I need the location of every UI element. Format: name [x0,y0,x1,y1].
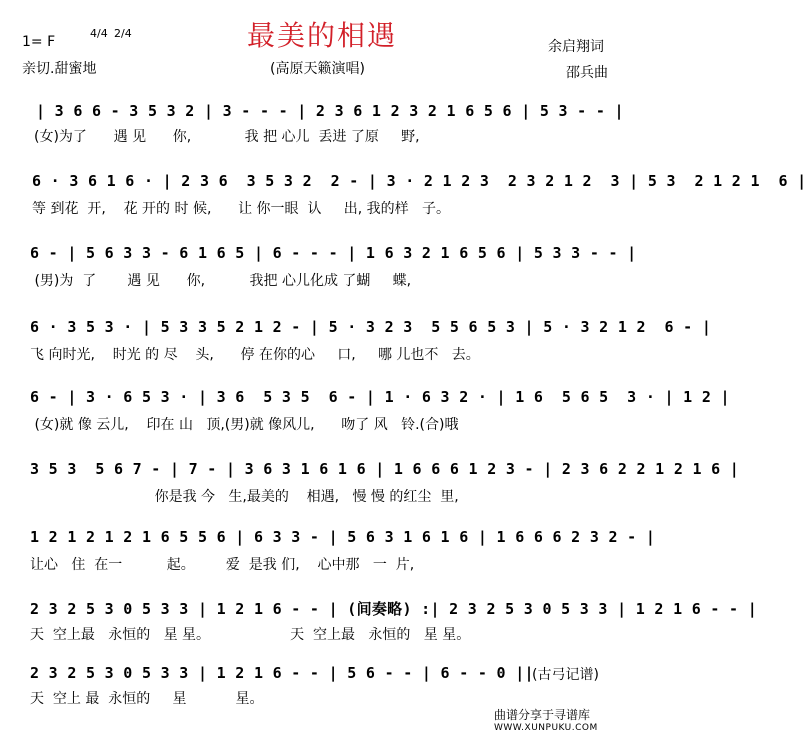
notation-row: 3 5 3 5 6 7 - | 7 - | 3 6 3 1 6 1 6 | 1 6 6 6 1 2 3 - | 2 3 6 2 2 1 2 1 6 | [30,460,740,478]
performer: (高原天籁演唱) [270,61,365,77]
key-signature: 1= F [22,34,56,50]
lyric-row: (女)就 像 云儿, 印在 山 顶,(男)就 像风儿, 吻了 风 铃.(合)哦 [30,417,459,433]
notation-row: 2 3 2 5 3 0 5 3 3 | 1 2 1 6 - - | (间奏略) :| 2 3 2 5 3 0 5 3 3 | 1 2 1 6 - - | [30,600,758,618]
footer-site: WWW.XUNPUKU.COM [494,723,598,733]
time-signature-4-4: 4/4 [90,27,108,40]
notation-row: 6 · 3 6 1 6 · | 2 3 6 3 5 3 2 2 - | 3 · 2 1 2 3 2 3 2 1 2 3 | 5 3 2 1 2 1 6 | [32,172,806,190]
footer-text: 曲谱分享于寻谱库 [494,708,591,722]
lyric-row: 天 空上 最 永恒的 星 星。 [30,691,264,707]
composer: 邵兵曲 [566,65,608,81]
lyricist: 余启翔词 [548,39,604,55]
lyric-row: (女)为了 遇 见 你, 我 把 心儿 丢进 了原 野, [34,129,420,145]
song-title: 最美的相遇 [246,19,397,52]
expression-marking: 亲切.甜蜜地 [22,61,97,77]
footer-credit [472,706,632,733]
notation-row: 6 - | 5 6 3 3 - 6 1 6 5 | 6 - - - | 1 6 3 2 1 6 5 6 | 5 3 3 - - | [30,244,637,262]
lyric-row: 你是我 今 生,最美的 相遇, 慢 慢 的红尘 里, [30,489,459,505]
notation-row: 6 - | 3 · 6 5 3 · | 3 6 5 3 5 6 - | 1 · 6 3 2 · | 1 6 5 6 5 3 · | 1 2 | [30,388,730,406]
lyric-row: 天 空上最 永恒的 星 星。 天 空上最 永恒的 星 星。 [30,627,471,643]
lyric-row: 等 到花 开, 花 开的 时 候, 让 你一眼 认 出, 我的样 子。 [32,201,450,217]
notation-row: 2 3 2 5 3 0 5 3 3 | 1 2 1 6 - - | 5 6 - - | 6 - - 0 || [30,664,534,682]
notation-row: 1 2 1 2 1 2 1 6 5 5 6 | 6 3 3 - | 5 6 3 1 6 1 6 | 1 6 6 6 2 3 2 - | [30,528,656,546]
notation-row: | 3 6 6 - 3 5 3 2 | 3 - - - | 2 3 6 1 2 3 2 1 6 5 6 | 5 3 - - | [36,102,624,120]
lyric-row: 飞 向时光, 时光 的 尽 头, 停 在你的心 口, 哪 儿也不 去。 [30,347,480,363]
notation-note: (古弓记谱) [532,667,599,683]
notation-row: 6 · 3 5 3 · | 5 3 3 5 2 1 2 - | 5 · 3 2 3 5 5 6 5 3 | 5 · 3 2 1 2 6 - | [30,318,712,336]
lyric-row: 让心 住 在一 起。 爱 是我 们, 心中那 一 片, [30,557,415,573]
lyric-row: (男)为 了 遇 见 你, 我把 心儿化成 了蝴 蝶, [30,273,412,289]
time-signature-2-4: 2/4 [114,27,132,40]
